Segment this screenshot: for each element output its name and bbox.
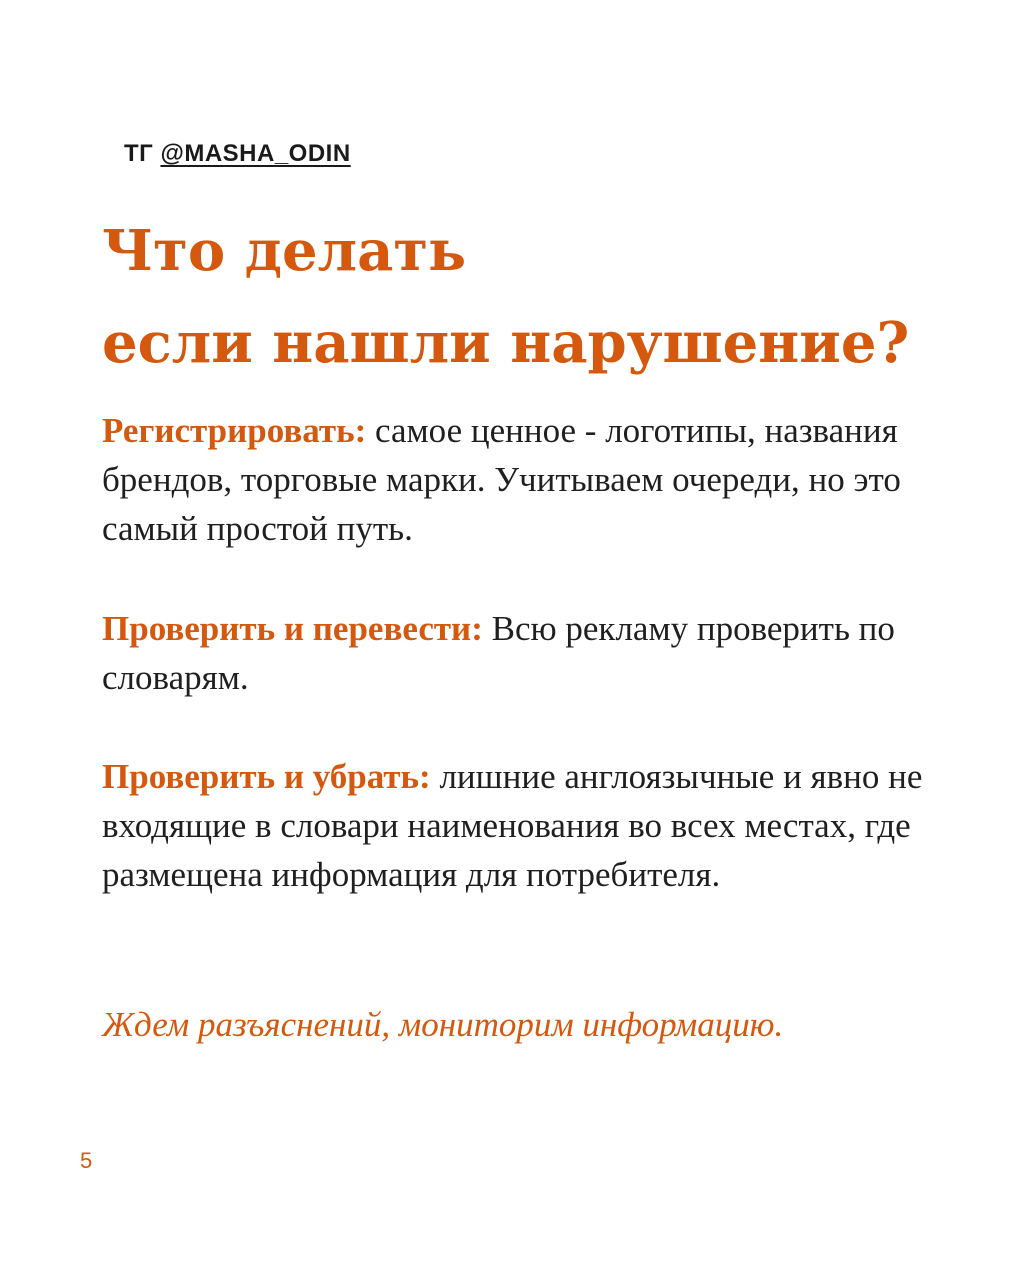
section-text: самое ценное - логотипы, названия брендов, торговые марки. Учитываем очереди, но это самый простой путь. (102, 411, 901, 548)
page-title (102, 205, 982, 389)
handle-link[interactable]: @MASHA_ODIN (160, 140, 351, 167)
section-text: лишние англоязычные и явно не входящие в словари наименования во всех местах, где размещена информация для потребителя. (102, 757, 923, 894)
section-lead: Проверить и убрать: (102, 757, 431, 796)
title-line-2: если нашли нарушение? (102, 310, 910, 376)
page-number: 5 (80, 1148, 93, 1173)
section-lead: Регистрировать: (102, 411, 367, 450)
section-check-translate (102, 604, 962, 702)
telegram-handle (124, 140, 351, 168)
title-line-1: Что делать (102, 218, 467, 284)
closing-note: Ждем разъяснений, мониторим информацию. (102, 1005, 784, 1044)
handle-prefix: ТГ (124, 140, 154, 167)
section-register (102, 406, 962, 553)
section-lead: Проверить и перевести: (102, 609, 483, 648)
section-check-remove (102, 752, 962, 899)
section-text: Всю рекламу проверить по словарям. (102, 609, 895, 697)
